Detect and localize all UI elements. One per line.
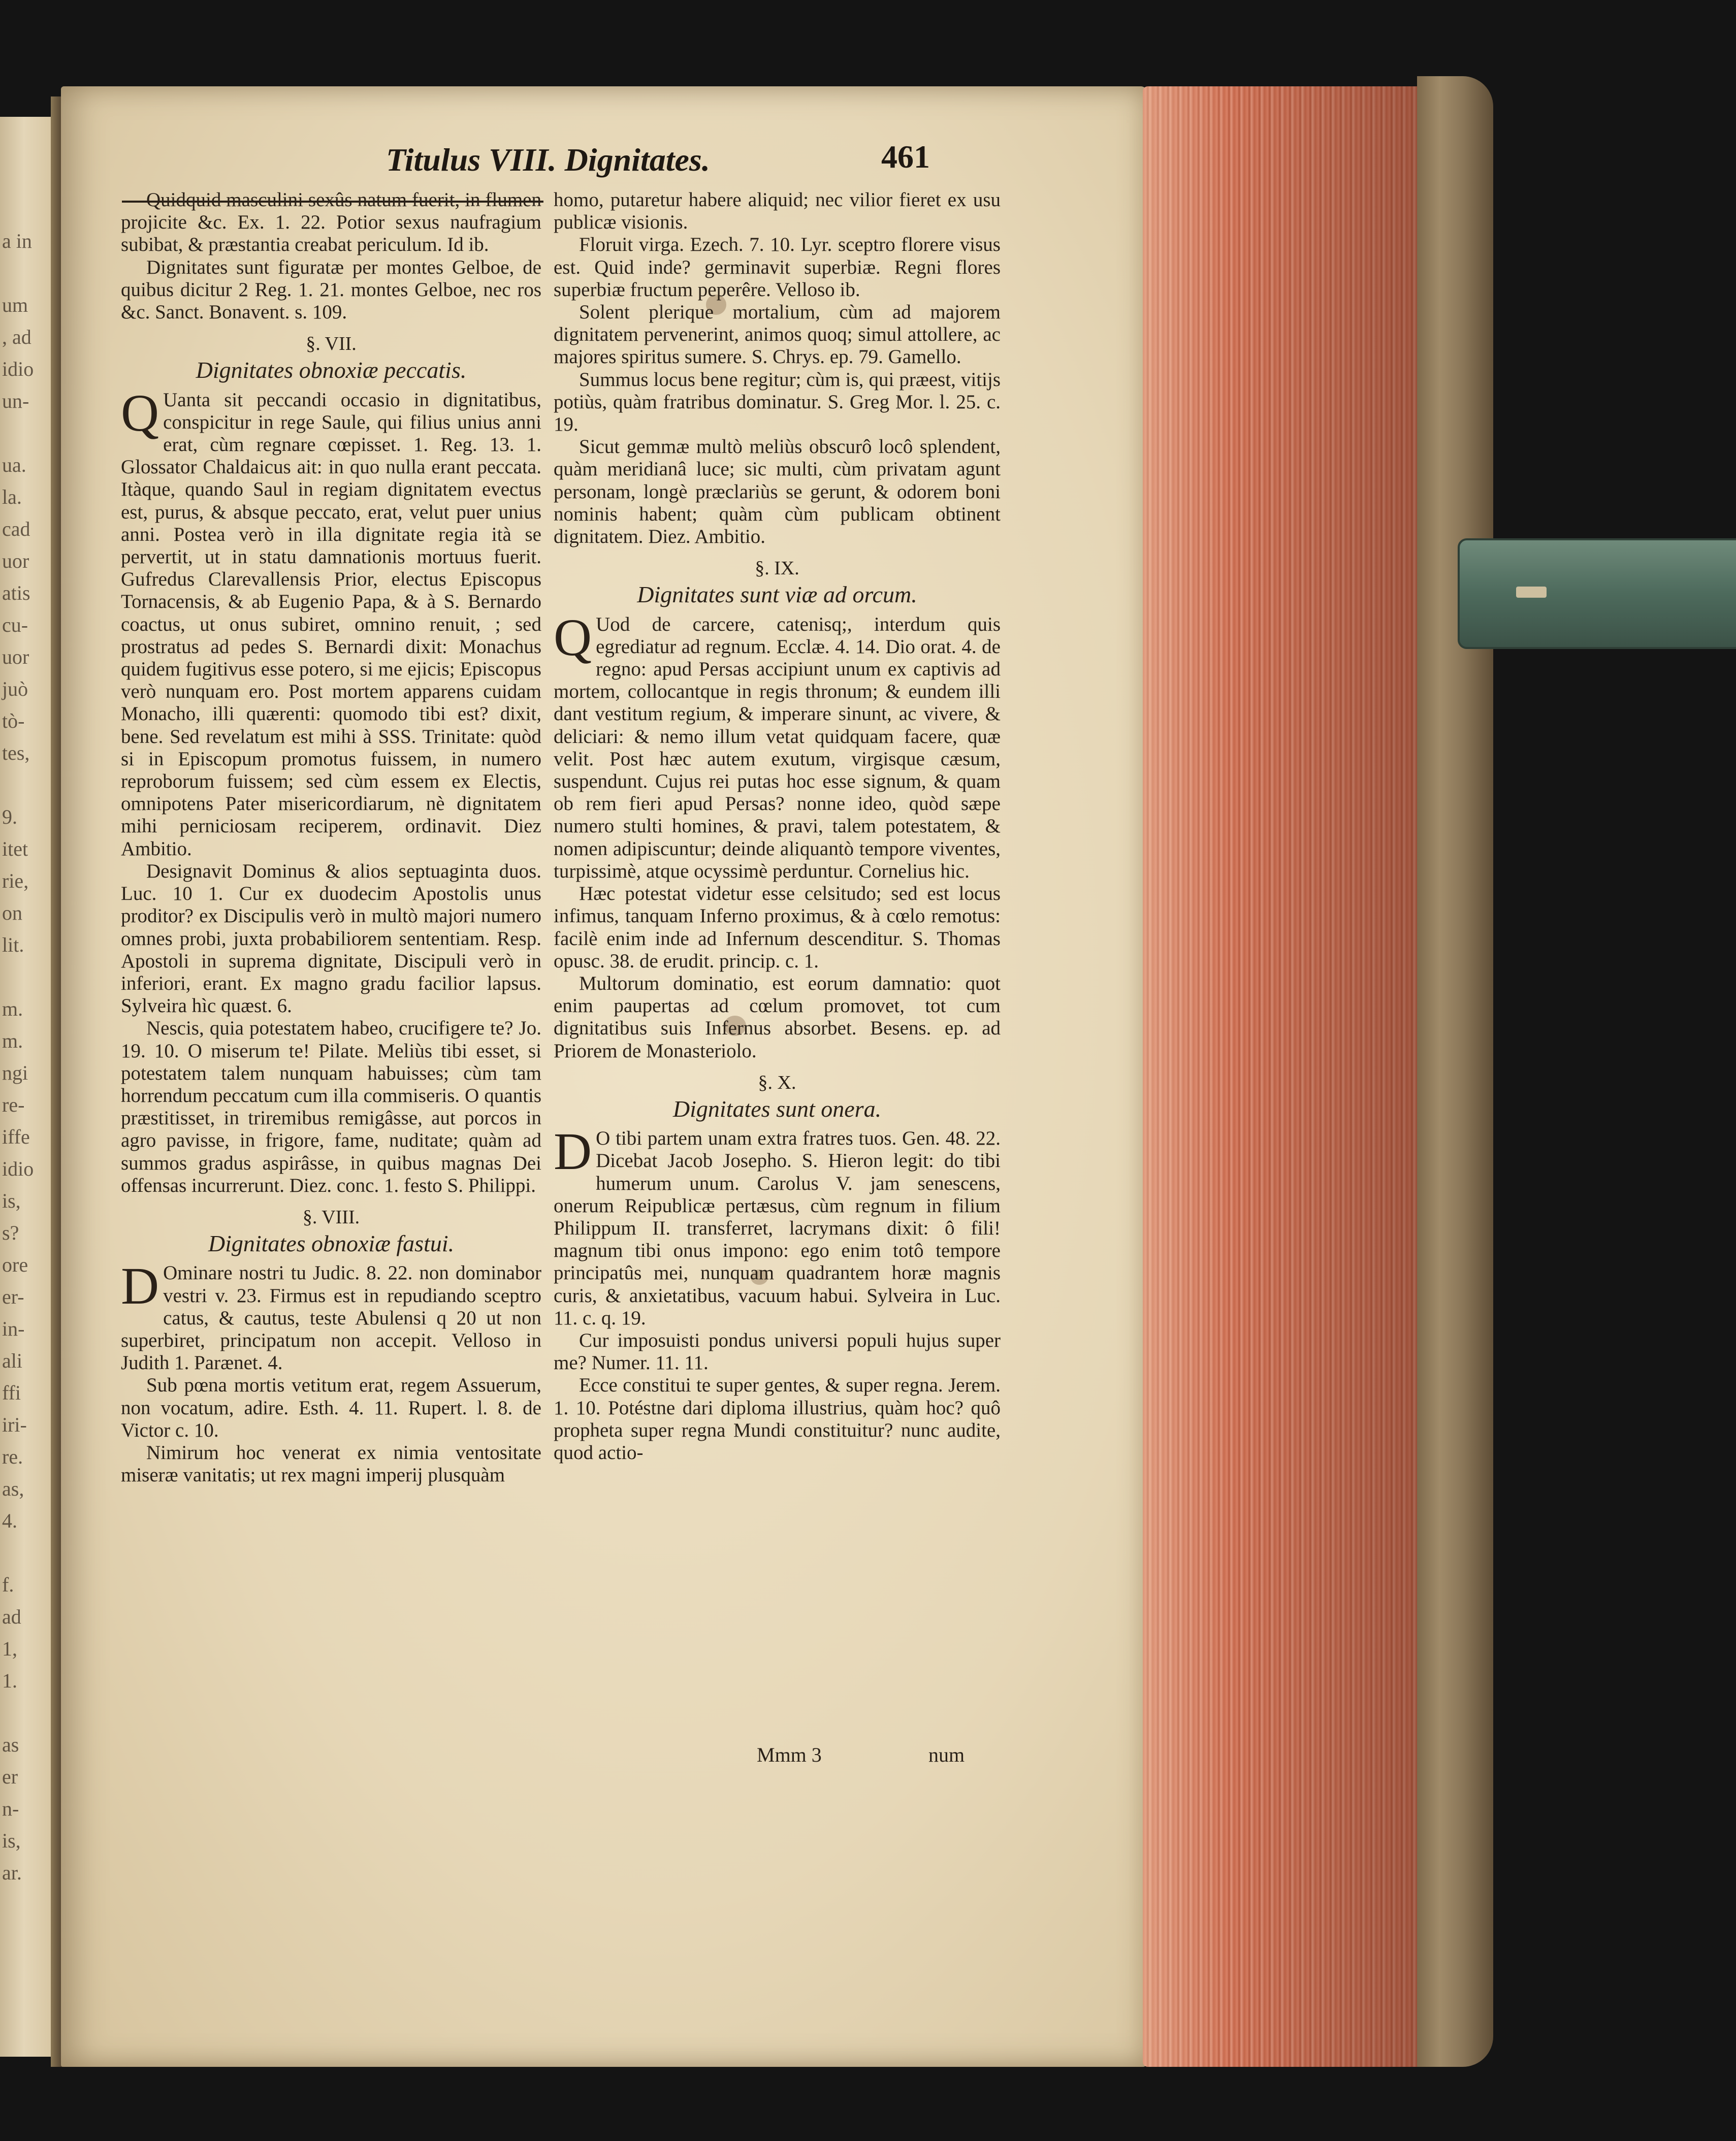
facing-page-fragment: ffi	[2, 1381, 21, 1404]
section-heading: Dignitates sunt viæ ad orcum.	[637, 581, 917, 608]
section-number: §. IX.	[755, 558, 799, 579]
facing-page-fragment: is,	[2, 1189, 21, 1212]
facing-page-fragment: as	[2, 1733, 19, 1756]
section-heading: Dignitates obnoxiæ peccatis.	[196, 357, 467, 383]
facing-page-fragment: a in	[2, 230, 32, 252]
paragraph: Dignitates sunt figuratæ per montes Gelboe, de quibus dicitur 2 Reg. 1. 21. montes Gelboe, nec ros &c. Sanct. Bonavent. s. 109.	[121, 256, 541, 323]
facing-page-fragment: 9.	[2, 805, 17, 828]
facing-page-fragment: iffe	[2, 1125, 30, 1148]
paragraph: Quidquid masculini sexûs natum fuerit, in flumen projicite &c. Ex. 1. 22. Potior sexus naufragium subibat, & præstantia creabat periculum. Id ib.	[121, 189, 541, 256]
paragraph-text: Uod de carcere, catenisq;, interdum quis egrediatur ad regnum. Ecclæ. 4. 14. Dio orat. 4. de regno: apud Persas accipiunt unum ex captivis ad mortem, collocantque in regis thronum; & eundem illi dant vestitum regium, & imperare sinunt, ac vivere, & deliciari: & nemo illum vetat quidquam facere, quæ velit. Post hæc autem exutum, virgisque cæsum, suspendunt. Cujus rei putas hoc esse signum, & quam ob rem fieri apud Persas? nonne ideo, quòd sæpe numero stulti homines, & pravi, talem potestatem, & nomen adipiscuntur; deinde aliquantò tempore viventes, turpissimè, atque ocyssimè perduntur. Cornelius hic.	[554, 613, 1001, 882]
section-heading: Dignitates sunt onera.	[672, 1095, 882, 1122]
facing-page-fragment: idio	[2, 1157, 34, 1180]
page-number: 461	[881, 139, 930, 175]
catchword: num	[928, 1743, 965, 1766]
facing-page-fragment: un-	[2, 390, 29, 412]
paragraph: Multorum dominatio, est eorum damnatio: quot enim paupertas ad cœlum promovet, tot cum dignitatibus suis Infernus absorbet. Besens. ep. ad Priorem de Monasteriolo.	[554, 972, 1001, 1062]
facing-page-fragment: juò	[2, 677, 28, 700]
facing-page-fragment: um	[2, 294, 28, 316]
facing-page-fragment: cu-	[2, 613, 28, 636]
paragraph: Floruit virga. Ezech. 7. 10. Lyr. sceptro florere visus est. Quid inde? germinavit superbiæ. Regni flores superbiæ fructum peperêre. Velloso ib.	[554, 234, 1001, 301]
drop-cap: D	[121, 1257, 159, 1316]
section-number: §. VIII.	[302, 1206, 360, 1228]
section-number: §. X.	[758, 1072, 796, 1093]
facing-page-fragment: , ad	[2, 326, 31, 348]
facing-page-fragment: er-	[2, 1285, 24, 1308]
facing-page-fragment: ar.	[2, 1861, 22, 1884]
book-spine	[1417, 76, 1493, 2067]
facing-page-fragment: cad	[2, 517, 30, 540]
facing-page-fragment: is,	[2, 1829, 21, 1852]
facing-page-fragment: ngi	[2, 1061, 28, 1084]
facing-page-fragment: 1,	[2, 1637, 17, 1660]
paragraph: Hæc potestat videtur esse celsitudo; sed est locus infimus, tanquam Inferno proximus, & à cœlo remotus: facilè enim inde ad Infernum descenditur. S. Thomas opusc. 38. de erudit. princip. c. 1.	[554, 883, 1001, 972]
facing-page-fragment: re.	[2, 1445, 23, 1468]
paragraph: Nescis, quia potestatem habeo, crucifigere te? Jo. 19. 10. O miserum te! Pilate. Meliùs tibi esset, si potestatem talem nunquam habuisses; cùm tam horrendum peccatum cum illa commiseris. O quantis præstitisset, in triremibus remigâsse, aut porcos in agro pavisse, in frigore, fame, nuditate; quàm ad summos gradus aspirâsse, in quibus magnas Dei offensas incurrerunt. Diez. conc. 1. festo S. Philippi.	[121, 1017, 541, 1196]
drop-cap: D	[554, 1122, 592, 1181]
facing-page-fragment: la.	[2, 485, 22, 508]
facing-page-fragment: 4.	[2, 1509, 17, 1532]
metal-clasp	[1458, 538, 1736, 649]
drop-cap: Q	[121, 383, 159, 442]
facing-page-fragment: atis	[2, 581, 30, 604]
facing-page-fragment: on	[2, 901, 22, 924]
facing-page-fragment: er	[2, 1765, 18, 1788]
facing-page-fragment: tò-	[2, 709, 25, 732]
signature-mark: Mmm 3	[757, 1743, 822, 1766]
facing-page-fragment: iri-	[2, 1413, 27, 1436]
text-column-left	[121, 189, 541, 1486]
facing-page-fragment: ali	[2, 1349, 22, 1372]
section-heading: Dignitates obnoxiæ fastui.	[208, 1230, 455, 1257]
section-number: §. VII.	[306, 333, 357, 355]
facing-page-fragment: ore	[2, 1253, 28, 1276]
paragraph: Sub pœna mortis vetitum erat, regem Assuerum, non vocatum, adire. Esth. 4. 11. Rupert. l. 8. de Victor c. 10.	[121, 1374, 541, 1441]
facing-page-fragment: idio	[2, 358, 34, 380]
text-column-right	[554, 189, 1001, 1464]
paragraph: Cur imposuisti pondus universi populi hujus super me? Numer. 11. 11.	[554, 1329, 1001, 1374]
paragraph: Ecce constitui te super gentes, & super regna. Jerem. 1. 10. Potéstne dari diploma illustrius, quàm hoc? quô propheta super regna Mundi constituitur? nunc audite, quod actio-	[554, 1374, 1001, 1464]
facing-page-fragment: rie,	[2, 869, 29, 892]
paragraph-text: Ominare nostri tu Judic. 8. 22. non dominabor vestri v. 23. Firmus est in repudiando sceptro catus, & cautus, teste Abulensi q 20 ut non superbiret, principatum non accepit. Velloso in Judith 1. Parænet. 4.	[121, 1262, 541, 1374]
paragraph: Designavit Dominus & alios septuaginta duos. Luc. 10 1. Cur ex duodecim Apostolis unus proditor? ex Discipulis verò in multò majori numero omnes probi, juxta probabiliorem sententiam. Resp. Apostoli in suprema dignitate, Discipuli verò in inferiori, erant. Ex magno gradu facilior lapsus. Sylveira hìc quæst. 6.	[121, 860, 541, 1017]
facing-page-fragment: m.	[2, 997, 23, 1020]
facing-page-fragment: uor	[2, 645, 29, 668]
paragraph: Summus locus bene regitur; cùm is, qui præest, vitijs potiùs, quàm fratribus dominatur. S. Greg Mor. l. 25. c. 19.	[554, 368, 1001, 436]
paragraph-with-initial	[121, 383, 541, 860]
facing-page-fragment: itet	[2, 837, 28, 860]
facing-page-fragment: n-	[2, 1797, 19, 1820]
running-title: Titulus VIII. Dignitates.	[386, 142, 710, 178]
paragraph: homo, putaretur habere aliquid; nec vilior fieret ex usu publicæ visionis.	[554, 189, 1001, 234]
facing-page-fragment: in-	[2, 1317, 25, 1340]
facing-page-fragment: re-	[2, 1093, 25, 1116]
paragraph-with-initial	[554, 608, 1001, 883]
facing-page-fragment: 1.	[2, 1669, 17, 1692]
facing-page-fragment: s?	[2, 1221, 19, 1244]
facing-page-fragment: lit.	[2, 933, 24, 956]
paragraph-text: Uanta sit peccandi occasio in dignitatibus, conspicitur in rege Saule, qui filius unius anni erat, cùm regnare cœpisset. 1. Reg. 13. 1. Glossator Chaldaicus ait: in quo nulla erant peccata. Itàque, quando Saul in regiam dignitatem evectus est, purus, & absque peccato, erat, velut puer unius anni. Postea verò in illa dignitate regia ità se pervertit, ut in statu damnationis mortuus fuerit. Gufredus Clarevallensis Prior, electus Episcopus Tornacensis, & ab Eugenio Papa, & à S. Bernardo coactus, ut onus subiret, omnino renuit, ; sed prostratus ad pedes S. Bernardi dixit: Monachus quidem fugitivus esse potero, si me ejicis; Episcopus verò nunquam ero. Post mortem apparens cuidam Monacho, illi quærenti: quomodo tibi est? dixit, bene. Sed revelatum est mihi à SSS. Trinitate: quòd si in Episcopum promotus fuissem, in numero reproborum fuissem; sed cùm essem ex Electis, omnipotens Pater misericordiarum, nè dignitatem mihi perniciosam reciperem, ordinavit. Diez Ambitio.	[121, 388, 541, 860]
paragraph: Nimirum hoc venerat ex nimia ventositate miseræ vanitatis; ut rex magni imperij plusquàm	[121, 1441, 541, 1486]
facing-page-fragment: ua.	[2, 453, 26, 476]
facing-page-fragment: tes,	[2, 741, 30, 764]
paragraph: Solent plerique mortalium, cùm ad majorem dignitatem pervenerint, animos quoq; simul attollere, ac majores spiritus sumere. S. Chrys. ep. 79. Gamello.	[554, 301, 1001, 368]
facing-page-fragment: f.	[2, 1573, 14, 1596]
facing-page-fragment: uor	[2, 549, 29, 572]
paragraph-with-initial	[121, 1257, 541, 1374]
paragraph-text: O tibi partem unam extra fratres tuos. Gen. 48. 22. Dicebat Jacob Josepho. S. Hieron legit: do tibi humerum unum. Carolus V. jam senescens, onerum Reipublicæ pertæsus, cùm regnum in filium Philippum II. transferret, lacrymans dixit: ô fili! magnum tibi onus impono: ego enim totô tempore principatûs mei, nunquam quadrantem horæ magnis curis, & anxietatibus, vacuum habui. Sylveira in Luc. 11. c. q. 19.	[554, 1127, 1001, 1329]
facing-page-fragment: m.	[2, 1029, 23, 1052]
paragraph-with-initial	[554, 1122, 1001, 1329]
drop-cap: Q	[554, 608, 592, 667]
facing-page-fragment: as,	[2, 1477, 24, 1500]
facing-page-fragment: ad	[2, 1605, 21, 1628]
paragraph: Sicut gemmæ multò meliùs obscurô locô splendent, quàm meridianâ luce; sic multi, cùm privatam agunt personam, longè præclariùs se gerunt, & odorem boni nominis habent; quàm cùm publicam obtinent dignitatem. Diez. Ambitio.	[554, 436, 1001, 548]
